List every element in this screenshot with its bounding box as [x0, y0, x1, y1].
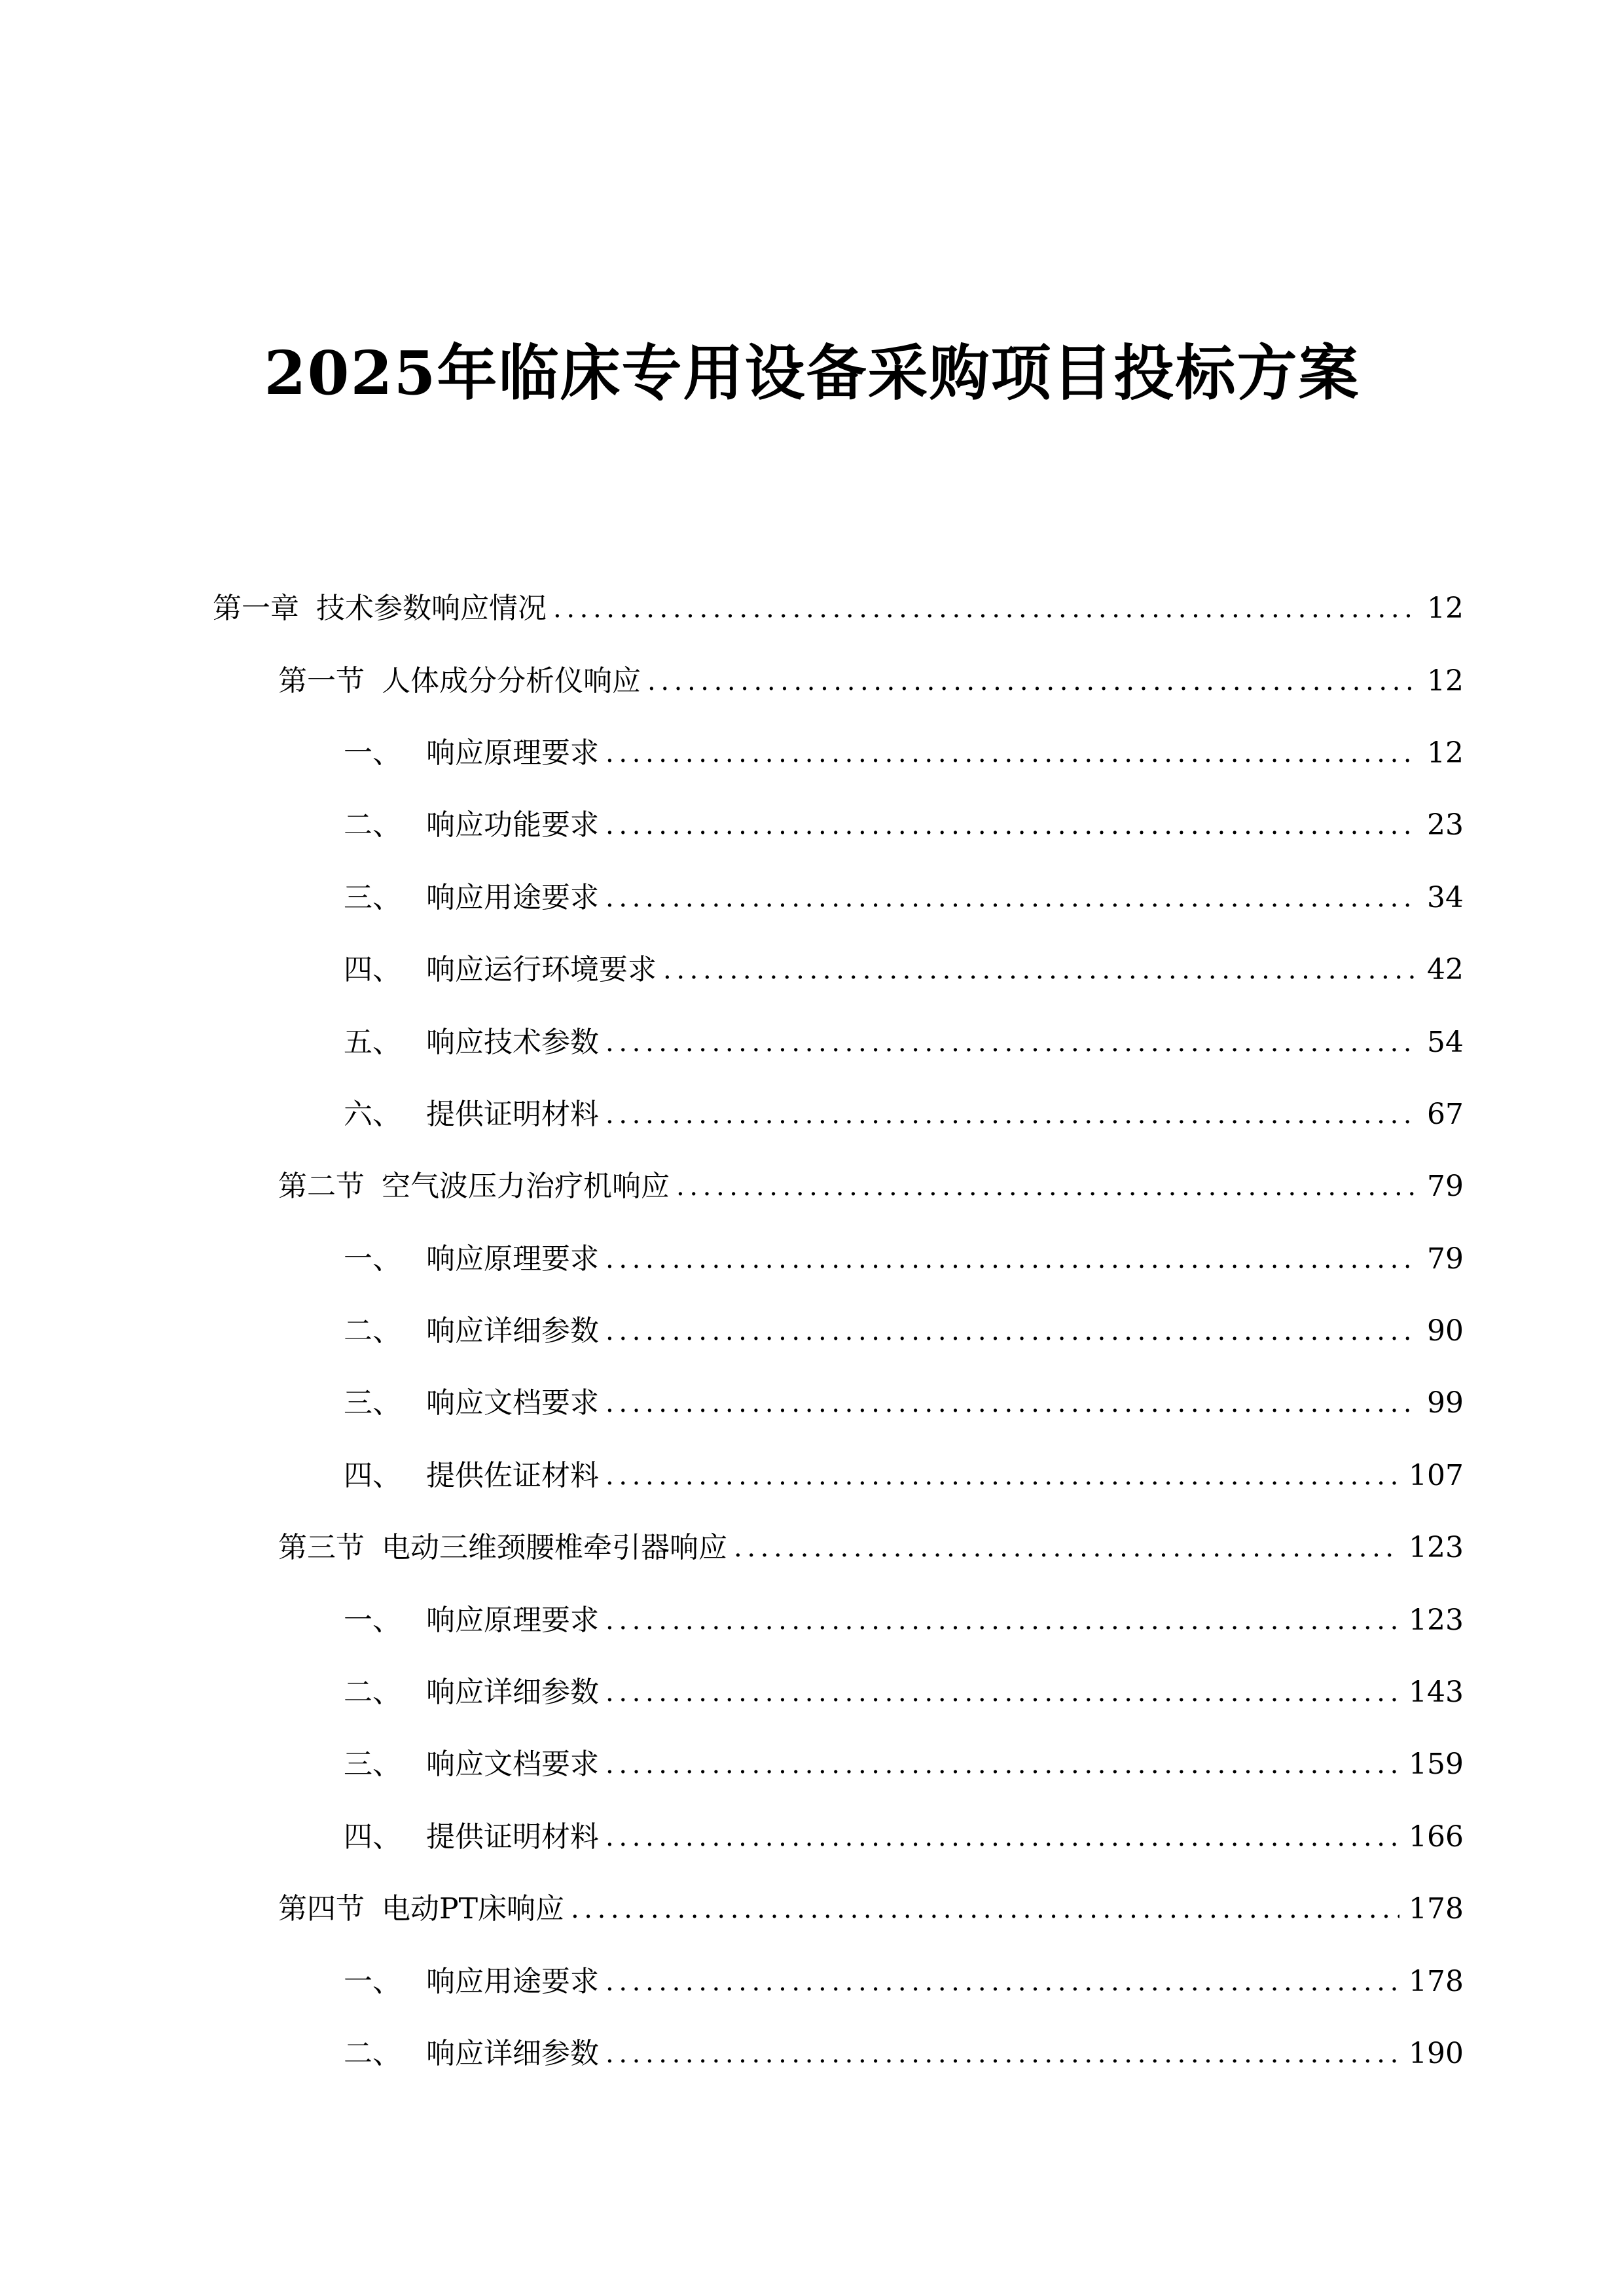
toc-entry-text: 响应文档要求 [426, 1386, 599, 1420]
toc-page-number: 178 [1409, 1892, 1464, 1926]
toc-page-number: 159 [1409, 1748, 1464, 1782]
toc-entry-text: 电动PT床响应 [382, 1892, 564, 1926]
toc-entry-number: 第四节 [278, 1892, 365, 1926]
toc-subsection-entry[interactable] [0, 1657, 1624, 1729]
toc-dot-leader [605, 1601, 1399, 1640]
toc-entry-number: 六、 [344, 1097, 401, 1131]
toc-page-number: 12 [1427, 664, 1464, 698]
toc-page-number: 107 [1409, 1458, 1464, 1492]
toc-entry-text: 电动三维颈腰椎牵引器响应 [382, 1531, 727, 1565]
toc-dot-leader [605, 1962, 1399, 2001]
toc-subsection-entry[interactable] [0, 717, 1624, 789]
toc-subsection-entry[interactable] [0, 1584, 1624, 1656]
toc-entry-text: 响应原理要求 [426, 1242, 599, 1276]
table-of-contents [0, 573, 1624, 2090]
toc-subsection-entry[interactable] [0, 1729, 1624, 1801]
toc-subsection-entry[interactable] [0, 1223, 1624, 1295]
toc-dot-leader [663, 950, 1418, 990]
toc-entry-number: 二、 [344, 1676, 401, 1710]
toc-subsection-entry[interactable] [0, 1006, 1624, 1078]
toc-entry-text: 提供证明材料 [426, 1097, 599, 1131]
toc-subsection-entry[interactable] [0, 862, 1624, 934]
toc-dot-leader [676, 1167, 1418, 1206]
toc-page-number: 123 [1409, 1603, 1464, 1637]
toc-entry-text: 响应运行环境要求 [426, 953, 657, 987]
toc-dot-leader [605, 1240, 1418, 1279]
toc-section-entry[interactable] [0, 1512, 1624, 1584]
toc-subsection-entry[interactable] [0, 1295, 1624, 1367]
toc-dot-leader [605, 2034, 1399, 2073]
toc-page-number: 54 [1427, 1025, 1464, 1059]
toc-entry-number: 一、 [344, 736, 401, 770]
toc-page-number: 23 [1427, 808, 1464, 842]
toc-entry-text: 提供证明材料 [426, 1820, 599, 1854]
toc-entry-text: 响应原理要求 [426, 736, 599, 770]
toc-subsection-entry[interactable] [0, 789, 1624, 861]
toc-entry-number: 四、 [344, 953, 401, 987]
toc-entry-number: 一、 [344, 1603, 401, 1637]
toc-entry-text: 提供佐证材料 [426, 1458, 599, 1492]
toc-page-number: 178 [1409, 1964, 1464, 1998]
toc-dot-leader [605, 1456, 1399, 1496]
toc-dot-leader [605, 1818, 1399, 1857]
toc-entry-number: 三、 [344, 880, 401, 914]
toc-page-number: 12 [1427, 736, 1464, 770]
toc-dot-leader [605, 734, 1418, 773]
toc-entry-text: 响应详细参数 [426, 1676, 599, 1710]
toc-entry-text: 技术参数响应情况 [316, 592, 547, 626]
toc-dot-leader [605, 806, 1418, 845]
toc-page-number: 99 [1427, 1386, 1464, 1420]
toc-entry-number: 二、 [344, 2037, 401, 2070]
toc-entry-number: 四、 [344, 1820, 401, 1854]
toc-page-number: 166 [1409, 1820, 1464, 1854]
toc-dot-leader [605, 1673, 1399, 1712]
toc-page-number: 67 [1427, 1097, 1464, 1131]
toc-dot-leader [734, 1528, 1399, 1568]
toc-section-entry[interactable] [0, 645, 1624, 717]
toc-dot-leader [553, 589, 1418, 628]
document-title: 2025年临床专用设备采购项目投标方案 [264, 338, 1360, 408]
toc-subsection-entry[interactable] [0, 1367, 1624, 1439]
toc-dot-leader [605, 1312, 1418, 1351]
toc-entry-text: 响应技术参数 [426, 1025, 599, 1059]
toc-entry-number: 第三节 [278, 1531, 365, 1565]
toc-entry-number: 三、 [344, 1386, 401, 1420]
toc-entry-text: 响应功能要求 [426, 808, 599, 842]
toc-subsection-entry[interactable] [0, 1079, 1624, 1151]
toc-page-number: 190 [1409, 2037, 1464, 2070]
toc-chapter-entry[interactable] [0, 573, 1624, 645]
toc-dot-leader [571, 1890, 1399, 1929]
toc-dot-leader [605, 878, 1418, 918]
toc-page-number: 79 [1427, 1170, 1464, 1204]
toc-dot-leader [605, 1384, 1418, 1423]
toc-entry-text: 响应用途要求 [426, 1964, 599, 1998]
toc-entry-number: 第一章 [213, 592, 299, 626]
toc-entry-text: 响应文档要求 [426, 1748, 599, 1782]
toc-page-number: 79 [1427, 1242, 1464, 1276]
toc-entry-number: 二、 [344, 1314, 401, 1348]
toc-page-number: 143 [1409, 1676, 1464, 1710]
toc-dot-leader [605, 1095, 1418, 1134]
toc-section-entry[interactable] [0, 1873, 1624, 1945]
toc-page-number: 12 [1427, 592, 1464, 626]
toc-entry-text: 响应详细参数 [426, 1314, 599, 1348]
toc-subsection-entry[interactable] [0, 1440, 1624, 1512]
toc-subsection-entry[interactable] [0, 934, 1624, 1006]
toc-entry-number: 第一节 [278, 664, 365, 698]
toc-subsection-entry[interactable] [0, 1801, 1624, 1873]
toc-page-number: 90 [1427, 1314, 1464, 1348]
toc-entry-number: 五、 [344, 1025, 401, 1059]
toc-subsection-entry[interactable] [0, 2018, 1624, 2090]
toc-page-number: 123 [1409, 1531, 1464, 1565]
toc-dot-leader [647, 662, 1418, 701]
toc-entry-text: 响应用途要求 [426, 880, 599, 914]
toc-entry-number: 一、 [344, 1964, 401, 1998]
toc-page-number: 42 [1427, 953, 1464, 987]
toc-entry-number: 第二节 [278, 1170, 365, 1204]
toc-entry-number: 三、 [344, 1748, 401, 1782]
toc-entry-number: 四、 [344, 1458, 401, 1492]
toc-entry-number: 二、 [344, 808, 401, 842]
toc-section-entry[interactable] [0, 1151, 1624, 1223]
toc-entry-number: 一、 [344, 1242, 401, 1276]
toc-entry-text: 响应详细参数 [426, 2037, 599, 2070]
toc-dot-leader [605, 1023, 1418, 1062]
toc-entry-text: 空气波压力治疗机响应 [382, 1170, 670, 1204]
toc-entry-text: 人体成分分析仪响应 [382, 664, 641, 698]
toc-dot-leader [605, 1745, 1399, 1784]
toc-entry-text: 响应原理要求 [426, 1603, 599, 1637]
toc-subsection-entry[interactable] [0, 1945, 1624, 2017]
toc-page-number: 34 [1427, 880, 1464, 914]
